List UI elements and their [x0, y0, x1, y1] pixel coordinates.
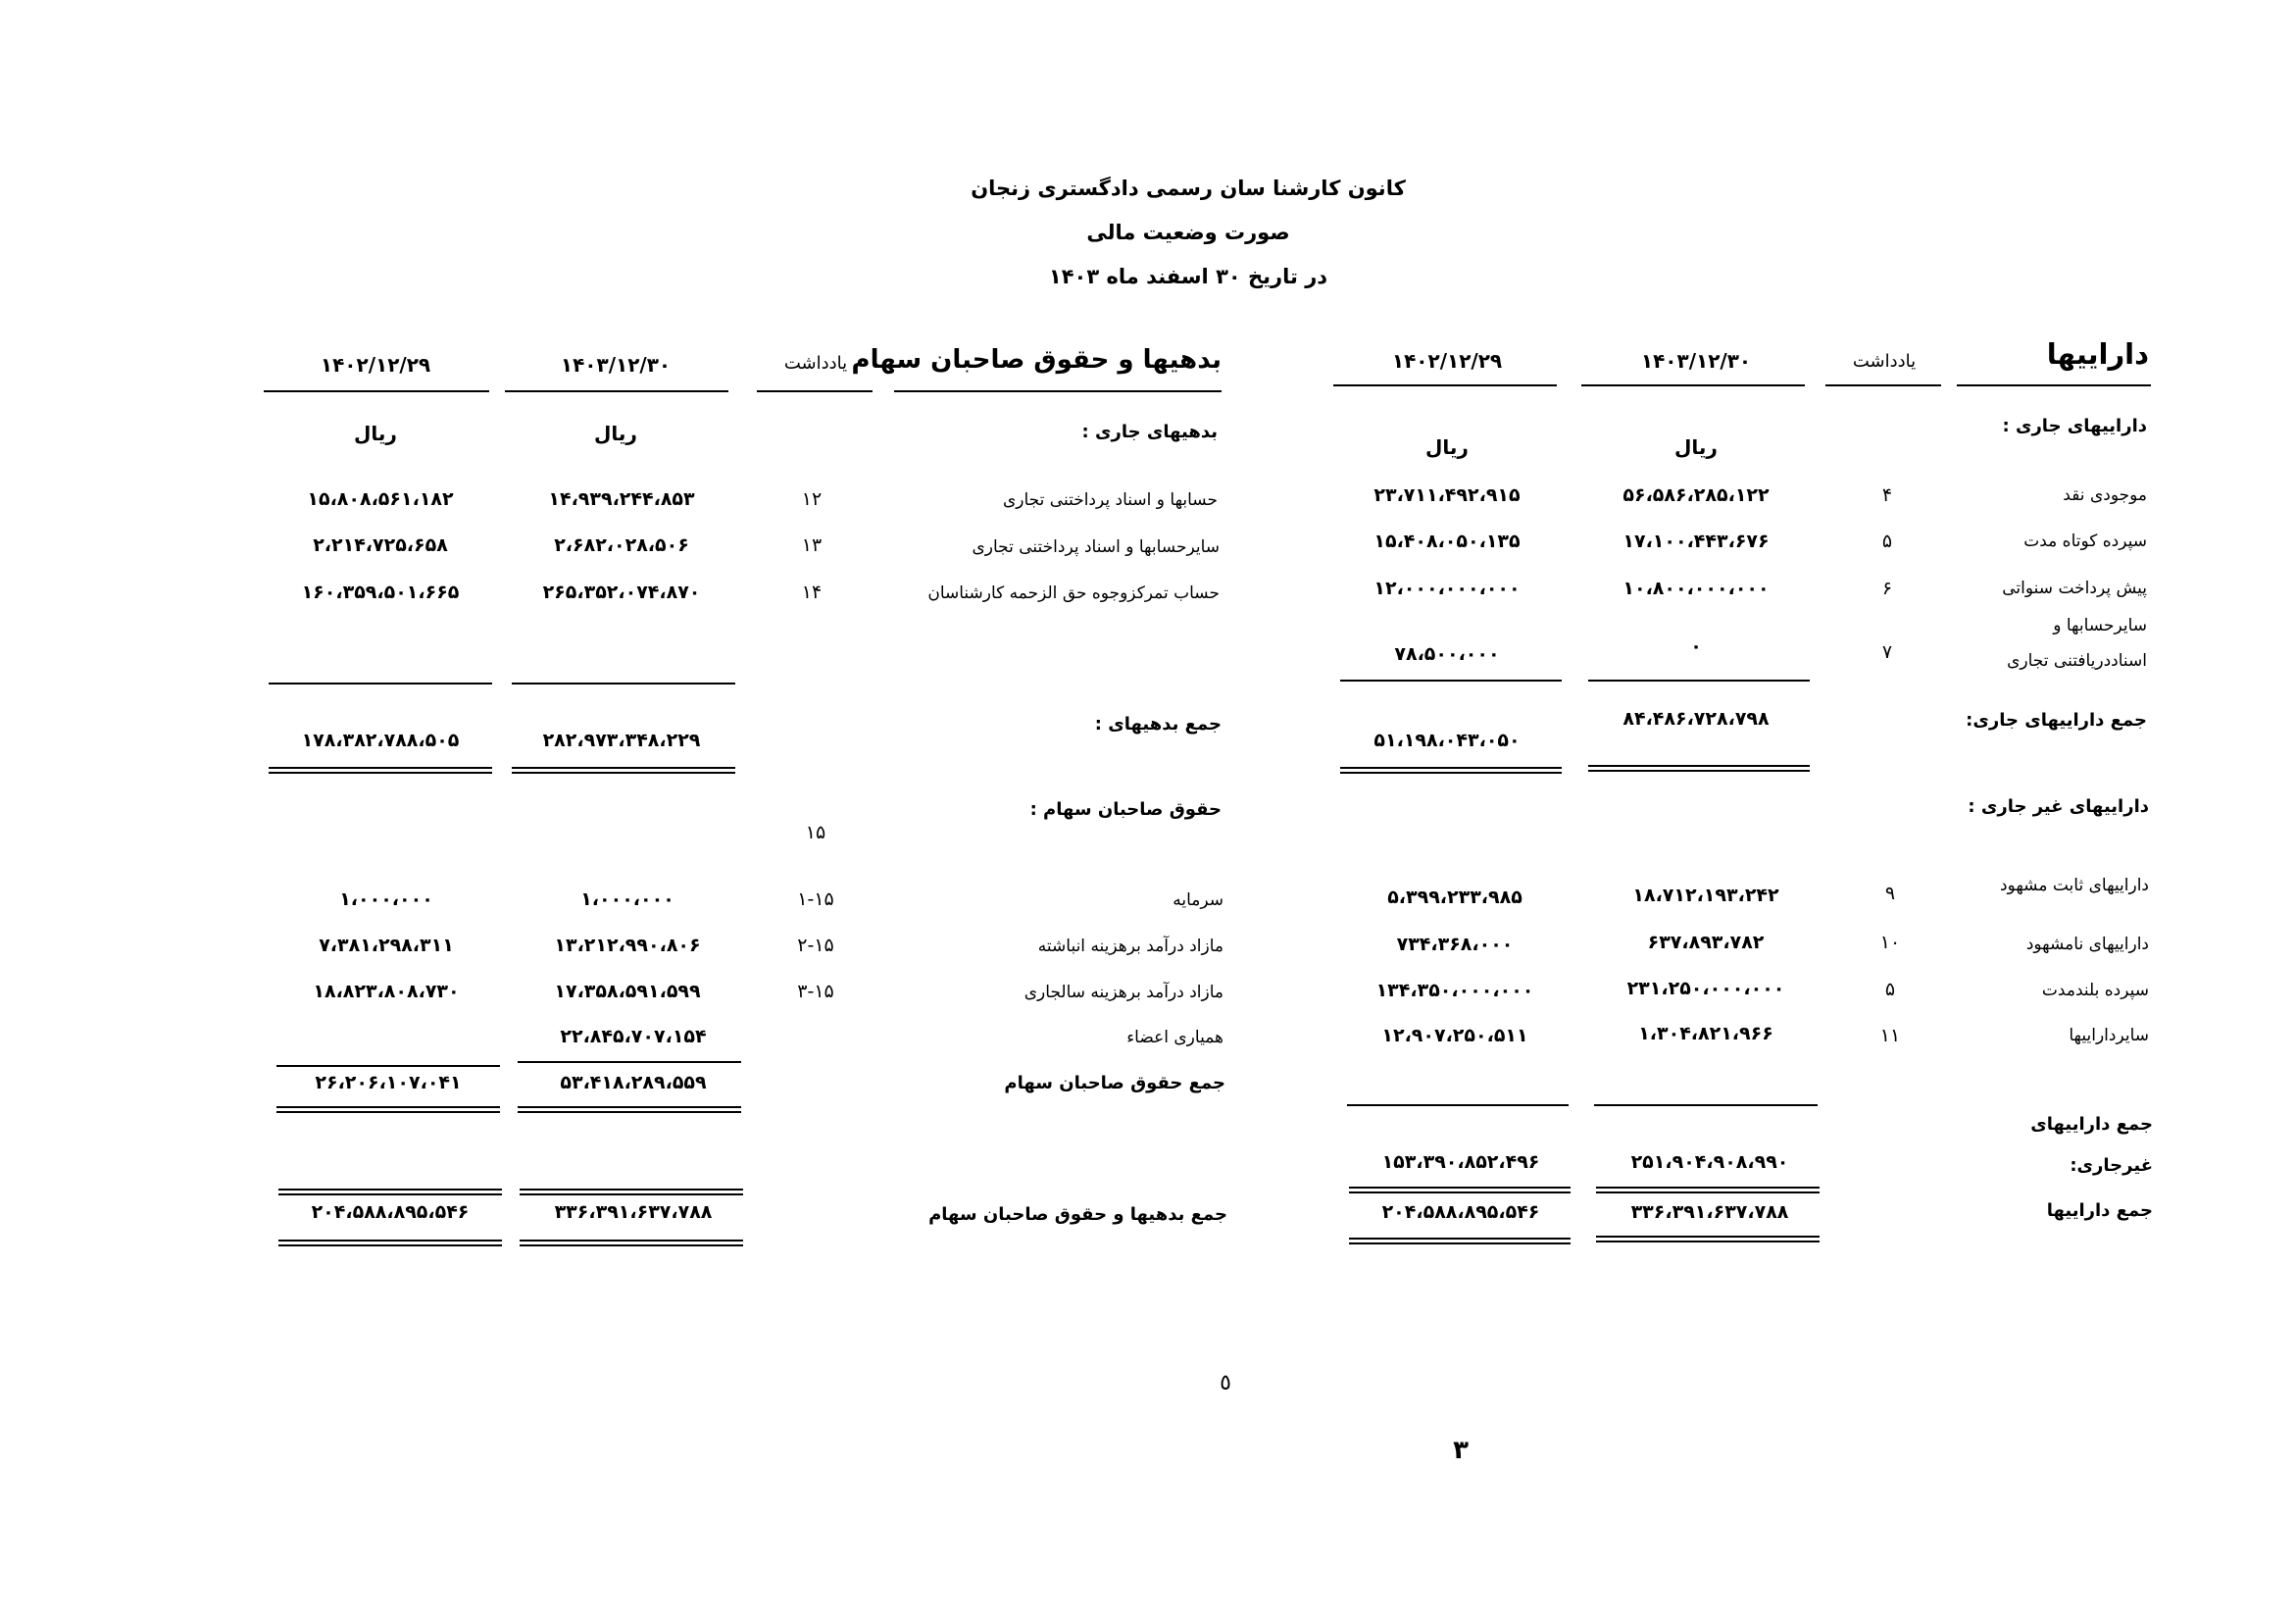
double-divider [520, 1240, 743, 1246]
equity-value-1403: ۱۷،۳۵۸،۵۹۱،۵۹۹ [554, 981, 701, 1002]
liability-note: ۱۳ [801, 534, 823, 556]
equity-label: همیاری اعضاء [1126, 1028, 1223, 1047]
asset-label: سپرده کوتاه مدت [2023, 532, 2147, 551]
total-liabilities-label: جمع بدهیهای : [1094, 714, 1222, 735]
current-assets-total-1402: ۵۱،۱۹۸،۰۴۳،۰۵۰ [1373, 730, 1521, 751]
noncurrent-total-1403: ۲۵۱،۹۰۴،۹۰۸،۹۹۰ [1630, 1151, 1789, 1173]
divider [276, 1065, 500, 1067]
asset-note: ۱۰ [1879, 932, 1901, 953]
asset-value-1403: ۰ [1690, 635, 1702, 657]
divider [1594, 1104, 1818, 1106]
asset-value-1403: ۱،۳۰۴،۸۲۱،۹۶۶ [1638, 1023, 1773, 1044]
equity-value-1403: ۱۳،۲۱۲،۹۹۰،۸۰۶ [554, 935, 701, 956]
equity-row-note: ۱-۱۵ [797, 888, 834, 910]
divider [518, 1061, 741, 1063]
equity-label: سرمایه [1173, 890, 1223, 910]
double-divider [278, 1240, 502, 1246]
asset-note: ۹ [1884, 883, 1896, 904]
total-liabilities-equity-1403: ۳۳۶،۳۹۱،۶۳۷،۷۸۸ [554, 1201, 713, 1223]
double-divider [518, 1106, 741, 1113]
liability-label: حسابها و اسناد پرداختنی تجاری [1002, 490, 1218, 510]
noncurrent-total-label-line2: غیرجاری: [2070, 1155, 2153, 1176]
asset-value-1403: ۵۶،۵۸۶،۲۸۵،۱۲۲ [1622, 484, 1770, 506]
double-divider [278, 1189, 502, 1195]
divider [894, 390, 1222, 392]
liability-note: ۱۲ [801, 488, 823, 510]
double-divider [1340, 767, 1562, 774]
divider [1957, 384, 2151, 386]
total-assets-label: جمع داراییها [2046, 1200, 2153, 1221]
double-divider [512, 767, 735, 774]
equity-total-1403: ۵۳،۴۱۸،۲۸۹،۵۵۹ [560, 1072, 707, 1093]
asset-value-1402: ۵،۳۹۹،۲۳۳،۹۸۵ [1387, 887, 1522, 908]
equity-total-label: جمع حقوق صاحبان سهام [1004, 1073, 1225, 1093]
liabilities-heading: بدهیها و حقوق صاحبان سهام [851, 345, 1222, 375]
current-assets-heading: داراییهای جاری : [2002, 416, 2147, 436]
liability-label: حساب تمرکزوجوه حق الزحمه کارشناسان [927, 583, 1220, 603]
double-divider [276, 1106, 500, 1113]
double-divider [269, 767, 492, 774]
equity-row-note: ۲-۱۵ [797, 935, 834, 956]
asset-label: پیش پرداخت سنواتی [2002, 579, 2147, 598]
total-liabilities-1403: ۲۸۲،۹۷۳،۳۴۸،۲۲۹ [542, 730, 701, 751]
liability-value-1403: ۱۴،۹۳۹،۲۴۴،۸۵۳ [548, 488, 695, 510]
divider [1581, 384, 1805, 386]
divider [1825, 384, 1941, 386]
current-liabilities-heading: بدهیهای جاری : [1081, 422, 1218, 442]
total-liabilities-equity-label: جمع بدهیها و حقوق صاحبان سهام [928, 1204, 1227, 1225]
divider [1340, 680, 1562, 682]
equity-label: مازاد درآمد برهزینه سالجاری [1023, 983, 1223, 1002]
asset-value-1403: ۱۸،۷۱۲،۱۹۳،۲۴۲ [1632, 885, 1779, 906]
noncurrent-total-label: جمع داراییهای [2030, 1114, 2153, 1135]
equity-note: ۱۵ [805, 822, 826, 843]
note-header: یادداشت [1852, 351, 1917, 372]
equity-value-1402: ۷،۳۸۱،۲۹۸،۳۱۱ [319, 935, 454, 956]
double-divider [520, 1189, 743, 1195]
divider [757, 390, 873, 392]
page-number: ۳ [1453, 1436, 1469, 1465]
asset-value-1402: ۱۳۴،۳۵۰،۰۰۰،۰۰۰ [1375, 980, 1534, 1001]
unit-label: ریال [1425, 435, 1469, 459]
asset-value-1402: ۷۳۴،۳۶۸،۰۰۰ [1396, 934, 1514, 955]
noncurrent-assets-heading: داراییهای غیر جاری : [1968, 796, 2149, 817]
asset-value-1402: ۲۳،۷۱۱،۴۹۲،۹۱۵ [1373, 484, 1521, 506]
current-assets-total-label: جمع داراییهای جاری: [1966, 710, 2147, 731]
total-assets-1403: ۳۳۶،۳۹۱،۶۳۷،۷۸۸ [1630, 1201, 1789, 1223]
asset-label: داراییهای نامشهود [2025, 935, 2149, 954]
asset-label: سپرده بلندمدت [2041, 981, 2149, 1000]
asset-note: ۵ [1881, 531, 1893, 552]
col-date-1403: ۱۴۰۳/۱۲/۳۰ [560, 353, 672, 377]
footer-mark: ٥ [1220, 1371, 1231, 1395]
org-name: کانون کارشنا سان رسمی دادگستری زنجان [971, 177, 1406, 200]
asset-value-1402: ۱۲،۰۰۰،۰۰۰،۰۰۰ [1373, 578, 1521, 599]
asset-note: ۵ [1884, 979, 1896, 1000]
asset-value-1403: ۱۷،۱۰۰،۴۴۳،۶۷۶ [1622, 531, 1770, 552]
liability-note: ۱۴ [801, 582, 823, 603]
col-date-1402: ۱۴۰۲/۱۲/۲۹ [1391, 349, 1503, 373]
equity-value-1403: ۲۲،۸۴۵،۷۰۷،۱۵۴ [560, 1026, 707, 1047]
asset-value-1402: ۷۸،۵۰۰،۰۰۰ [1394, 643, 1500, 665]
liability-value-1402: ۲،۲۱۴،۷۲۵،۶۵۸ [313, 534, 448, 556]
equity-total-1402: ۲۶،۲۰۶،۱۰۷،۰۴۱ [315, 1072, 462, 1093]
asset-value-1402: ۱۲،۹۰۷،۲۵۰،۵۱۱ [1381, 1025, 1528, 1046]
equity-heading: حقوق صاحبان سهام : [1029, 799, 1222, 820]
double-divider [1349, 1238, 1571, 1244]
liability-value-1403: ۲۶۵،۳۵۲،۰۷۴،۸۷۰ [542, 582, 701, 603]
total-liabilities-1402: ۱۷۸،۳۸۲،۷۸۸،۵۰۵ [301, 730, 460, 751]
equity-row-note: ۳-۱۵ [797, 981, 834, 1002]
unit-label: ریال [594, 422, 637, 445]
current-assets-total-1403: ۸۴،۴۸۶،۷۲۸،۷۹۸ [1622, 708, 1770, 730]
asset-note: ۱۱ [1879, 1025, 1901, 1046]
divider [505, 390, 728, 392]
asset-value-1403: ۶۳۷،۸۹۳،۷۸۲ [1647, 932, 1765, 953]
divider [1333, 384, 1557, 386]
equity-value-1402: ۱،۰۰۰،۰۰۰ [339, 888, 433, 910]
asset-value-1402: ۱۵،۴۰۸،۰۵۰،۱۳۵ [1373, 531, 1521, 552]
asset-label: سایرداراییها [2069, 1026, 2149, 1045]
unit-label: ریال [1674, 435, 1718, 459]
total-liabilities-equity-1402: ۲۰۴،۵۸۸،۸۹۵،۵۴۶ [311, 1201, 470, 1223]
asset-label: سایرحسابها و [2053, 616, 2147, 635]
asset-label-line2: اسناددریافتنی تجاری [2007, 651, 2147, 671]
note-header: یادداشت [783, 353, 848, 374]
liability-value-1402: ۱۶۰،۳۵۹،۵۰۱،۶۶۵ [301, 582, 460, 603]
equity-label: مازاد درآمد برهزینه انباشته [1037, 937, 1223, 956]
double-divider [1588, 765, 1810, 772]
equity-value-1403: ۱،۰۰۰،۰۰۰ [580, 888, 674, 910]
divider [512, 683, 735, 684]
liability-value-1403: ۲،۶۸۲،۰۲۸،۵۰۶ [554, 534, 689, 556]
total-assets-1402: ۲۰۴،۵۸۸،۸۹۵،۵۴۶ [1381, 1201, 1540, 1223]
asset-note: ۶ [1881, 578, 1893, 599]
double-divider [1596, 1236, 1820, 1242]
equity-value-1402: ۱۸،۸۲۳،۸۰۸،۷۳۰ [313, 981, 460, 1002]
noncurrent-total-1402: ۱۵۳،۳۹۰،۸۵۲،۴۹۶ [1381, 1151, 1540, 1173]
unit-label: ریال [354, 422, 397, 445]
divider [1347, 1104, 1569, 1106]
double-divider [1349, 1187, 1571, 1193]
divider [264, 390, 489, 392]
asset-note: ۷ [1881, 641, 1893, 663]
col-date-1403: ۱۴۰۳/۱۲/۳۰ [1640, 349, 1752, 373]
asset-label: داراییهای ثابت مشهود [1999, 876, 2149, 895]
asset-note: ۴ [1881, 484, 1893, 506]
assets-heading: داراییها [2046, 337, 2149, 371]
asset-value-1403: ۲۳۱،۲۵۰،۰۰۰،۰۰۰ [1626, 978, 1785, 999]
double-divider [1596, 1187, 1820, 1193]
statement-date: در تاریخ ۳۰ اسفند ماه ۱۴۰۳ [1048, 265, 1328, 288]
statement-title: صورت وضعیت مالی [1086, 221, 1290, 244]
liability-value-1402: ۱۵،۸۰۸،۵۶۱،۱۸۲ [307, 488, 454, 510]
divider [269, 683, 492, 684]
divider [1588, 680, 1810, 682]
col-date-1402: ۱۴۰۲/۱۲/۲۹ [320, 353, 431, 377]
asset-value-1403: ۱۰،۸۰۰،۰۰۰،۰۰۰ [1622, 578, 1770, 599]
asset-label: موجودی نقد [2063, 485, 2147, 505]
liability-label: سایرحسابها و اسناد پرداختنی تجاری [972, 537, 1220, 557]
